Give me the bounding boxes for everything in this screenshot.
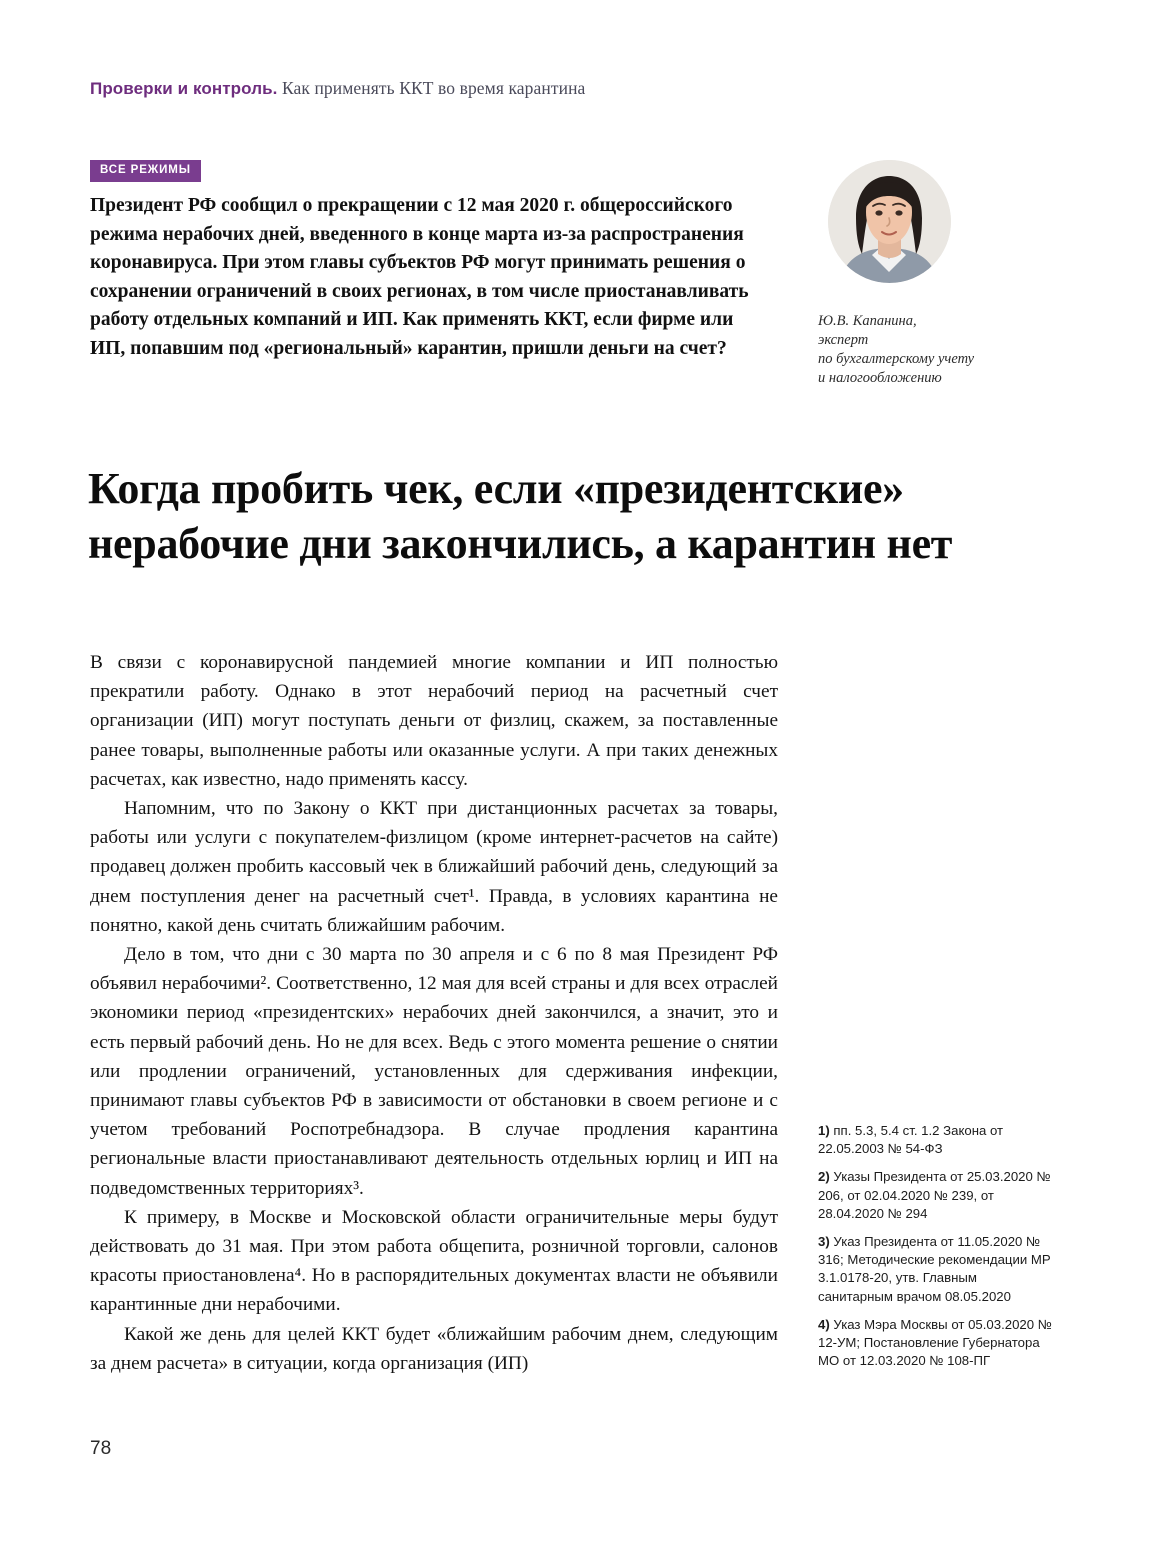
footnote-item	[818, 1122, 1054, 1158]
author-avatar	[828, 160, 951, 283]
article-paragraph: В связи с коронавирусной пандемией многие компании и ИП полностью прекратили работу. Однако в этот нерабочий период на расчетный счет организации (ИП) могут поступать деньги от физлиц, скажем, за поставленные ранее товары, выполненные работы или оказанные услуги. А при таких денежных расчетах, как известно, надо применять кассу.	[90, 652, 778, 790]
rubric-badge: ВСЕ РЕЖИМЫ	[90, 160, 201, 182]
article-paragraph: Дело в том, что дни с 30 марта по 30 апреля и с 6 по 8 мая Президент РФ объявил нерабочими². Соответственно, 12 мая для всей страны и для всех отраслей экономики период «президентских» нерабочих дней закончился, а значит, это и есть первый рабочий день. Но не для всех. Ведь с этого момента решение о снятии или продлении ограничений, установленных для сдерживания инфекции, принимают главы субъектов РФ в зависимости от обстановки в своем регионе и с учетом требований Роспотребнадзора. В случае продления карантина региональные власти приостанавливают деятельность отдельных юрлиц и ИП на подведомственных территориях³.	[90, 944, 778, 1199]
footnote-item	[818, 1233, 1054, 1306]
running-head-topic: Как применять ККТ во время карантина	[281, 78, 586, 98]
footnote-text: Указ Президента от 11.05.2020 № 316; Методические рекомендации МР 3.1.0178-20, утв. Главным санитарным врачом 08.05.2020	[818, 1234, 1051, 1304]
footnote-number: 1)	[818, 1123, 830, 1138]
author-role-line-1: эксперт	[818, 332, 869, 348]
author-info	[818, 312, 1053, 388]
footnote-number: 3)	[818, 1234, 830, 1250]
article-paragraph: К примеру, в Москве и Московской области ограничительные меры будут действовать до 31 мая. При этом работа общепита, розничной торговли, салонов красоты приостановлена⁴. Но в распорядительных документах власти не объявили карантинные дни нерабочими.	[90, 1206, 778, 1316]
author-name: Ю.В. Капанина,	[818, 313, 917, 329]
author-role-line-2: по бухгалтерскому учету	[818, 351, 975, 367]
footnote-list	[818, 1122, 1054, 1380]
footnote-text: Указы Президента от 25.03.2020 № 206, от 02.04.2020 № 239, от 28.04.2020 № 294	[818, 1169, 1051, 1221]
avatar-portrait-icon	[828, 160, 951, 283]
article-paragraph: Какой же день для целей ККТ будет «ближайшим рабочим днем, следующим за днем расчета» в ситуации, когда организация (ИП)	[90, 1323, 778, 1374]
running-head-section: Проверки и контроль.	[90, 79, 278, 98]
footnote-number: 2)	[818, 1169, 830, 1185]
footnote-number: 4)	[818, 1316, 830, 1332]
footnote-item	[818, 1316, 1054, 1371]
article-body	[90, 648, 778, 1378]
lead-paragraph: Президент РФ сообщил о прекращении с 12 мая 2020 г. общероссийского режима нерабочих дней, введенного в конце марта из-за распространения коронавируса. При этом главы субъектов РФ могут принимать решения о сохранении ограничений в своих регионах, в том числе приостанавливать работу отдельных компаний и ИП. Как применять ККТ, если фирме или ИП, попавшим под «региональный» карантин, пришли деньги на счет?	[90, 195, 749, 359]
footnote-text: пп. 5.3, 5.4 ст. 1.2 Закона от 22.05.2003 № 54-ФЗ	[818, 1123, 1004, 1157]
running-head	[90, 78, 585, 99]
author-role-line-3: и налогообложению	[818, 370, 942, 386]
article-paragraph: Напомним, что по Закону о ККТ при дистанционных расчетах за товары, работы или услуги с покупателем-физлицом (кроме интернет-расчетов на сайте) продавец должен пробить кассовый чек в ближайший рабочий день, следующий за днем поступления денег на расчетный счет¹. Правда, в условиях карантина не понятно, какой день считать ближайшим рабочим.	[90, 798, 778, 936]
footnote-text: Указ Мэра Москвы от 05.03.2020 № 12-УМ; Постановление Губернатора МО от 12.03.2020 № 108-ПГ	[818, 1316, 1052, 1369]
page-title: Когда пробить чек, если «президентские» нерабочие дни закончились, а карантин нет	[88, 464, 953, 569]
page-number: 78	[90, 1438, 112, 1459]
footnote-item	[818, 1168, 1054, 1223]
